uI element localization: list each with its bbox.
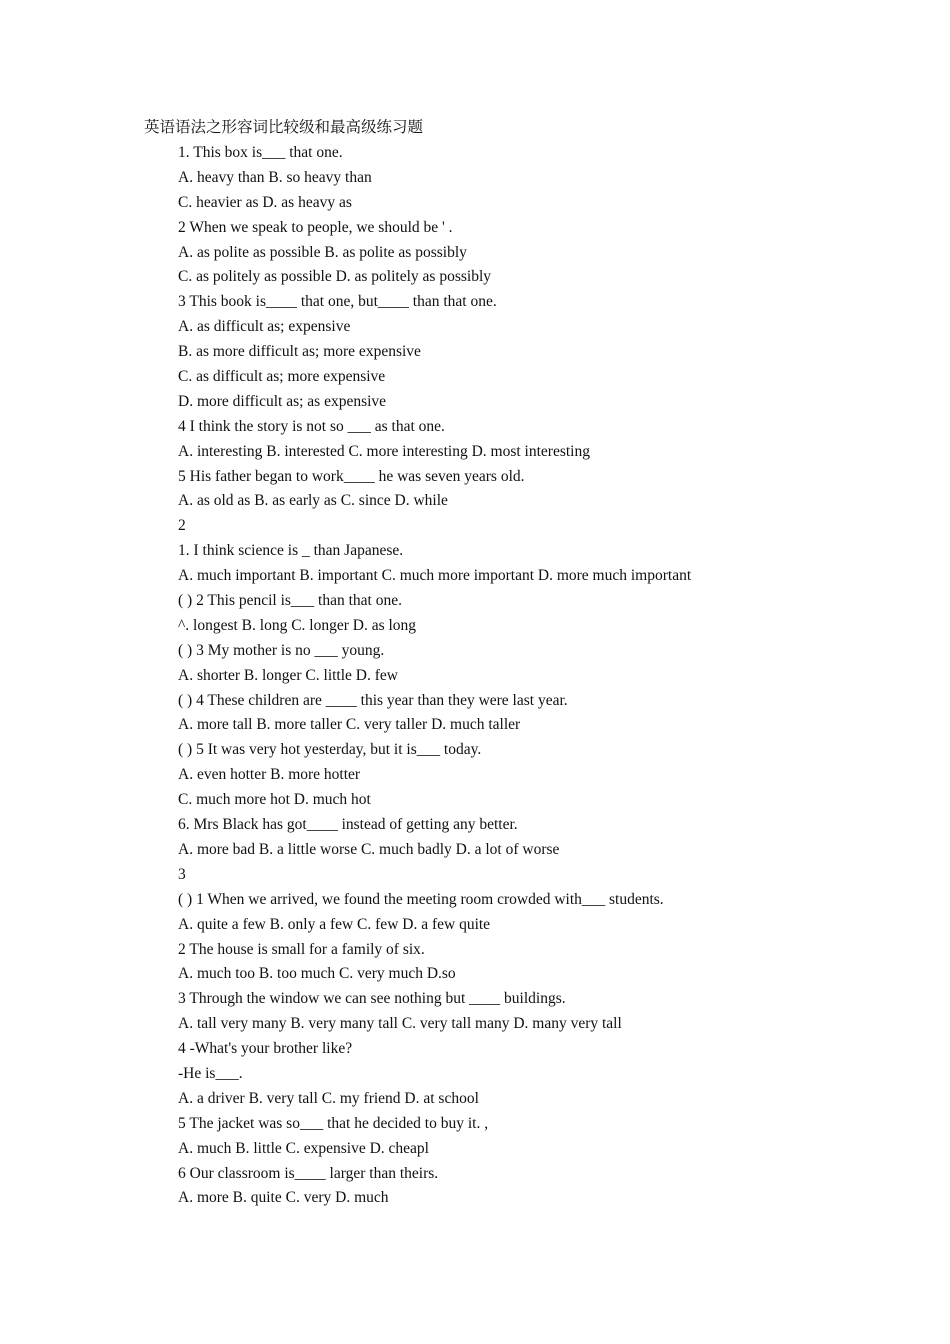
text-line: 6. Mrs Black has got____ instead of getting any better.	[178, 816, 518, 834]
text-line: 3 This book is____ that one, but____ than that one.	[178, 293, 497, 311]
text-line: -He is___.	[178, 1064, 243, 1082]
text-line: 1. I think science is _ than Japanese.	[178, 542, 404, 560]
text-line: ( ) 1 When we arrived, we found the meeting room crowded with___ students.	[178, 890, 664, 908]
text-line: 6 Our classroom is____ larger than theirs.	[178, 1164, 439, 1182]
text-line: A. shorter B. longer C. little D. few	[178, 666, 398, 684]
text-line: A. more B. quite C. very D. much	[178, 1189, 389, 1207]
text-line: ( ) 5 It was very hot yesterday, but it is___ today.	[178, 741, 482, 759]
document-title: 英语语法之形容词比较级和最高级练习题	[144, 119, 424, 136]
text-line: C. as politely as possible D. as politely as possibly	[178, 268, 491, 286]
text-line: 2 When we speak to people, we should be ' .	[178, 218, 453, 236]
text-line: 3 Through the window we can see nothing but ____ buildings.	[178, 990, 566, 1008]
text-line: A. a driver B. very tall C. my friend D. at school	[178, 1089, 479, 1107]
text-line: C. as difficult as; more expensive	[178, 368, 386, 386]
text-line: ( ) 3 My mother is no ___ young.	[178, 641, 385, 659]
text-line: D. more difficult as; as expensive	[178, 392, 387, 410]
text-line: 2 The house is small for a family of six.	[178, 940, 425, 958]
text-line: A. interesting B. interested C. more interesting D. most interesting	[178, 442, 590, 460]
text-line: ( ) 4 These children are ____ this year than they were last year.	[178, 691, 568, 709]
text-line: A. much important B. important C. much more important D. more much important	[178, 567, 692, 585]
text-line: 5 The jacket was so___ that he decided to buy it. ,	[178, 1114, 489, 1132]
text-line: A. even hotter B. more hotter	[178, 766, 361, 784]
text-line: 3	[178, 865, 186, 883]
text-line: A. heavy than B. so heavy than	[178, 168, 372, 186]
exercise-lines	[178, 142, 918, 1212]
text-line: 5 His father began to work____ he was seven years old.	[178, 467, 525, 485]
text-line: A. much too B. too much C. very much D.so	[178, 965, 456, 983]
text-line: A. tall very many B. very many tall C. very tall many D. many very tall	[178, 1015, 622, 1033]
text-line: 2	[178, 517, 186, 535]
text-line: A. much B. little C. expensive D. cheapl	[178, 1139, 429, 1157]
text-line: 4 I think the story is not so ___ as that one.	[178, 417, 445, 435]
text-line: A. more tall B. more taller C. very taller D. much taller	[178, 716, 521, 734]
text-line: ^. longest B. long C. longer D. as long	[178, 616, 417, 634]
text-line: C. heavier as D. as heavy as	[178, 193, 352, 211]
text-line: A. as old as B. as early as C. since D. while	[178, 492, 448, 510]
text-line: B. as more difficult as; more expensive	[178, 343, 421, 361]
text-line: A. as difficult as; expensive	[178, 318, 351, 336]
text-line: C. much more hot D. much hot	[178, 791, 371, 809]
text-line: A. quite a few B. only a few C. few D. a few quite	[178, 915, 491, 933]
text-line: 4 -What's your brother like?	[178, 1040, 353, 1058]
text-line: A. as polite as possible B. as polite as possibly	[178, 243, 467, 261]
text-line: A. more bad B. a little worse C. much badly D. a lot of worse	[178, 840, 560, 858]
text-line: ( ) 2 This pencil is___ than that one.	[178, 592, 402, 610]
text-line: 1. This box is___ that one.	[178, 144, 343, 161]
